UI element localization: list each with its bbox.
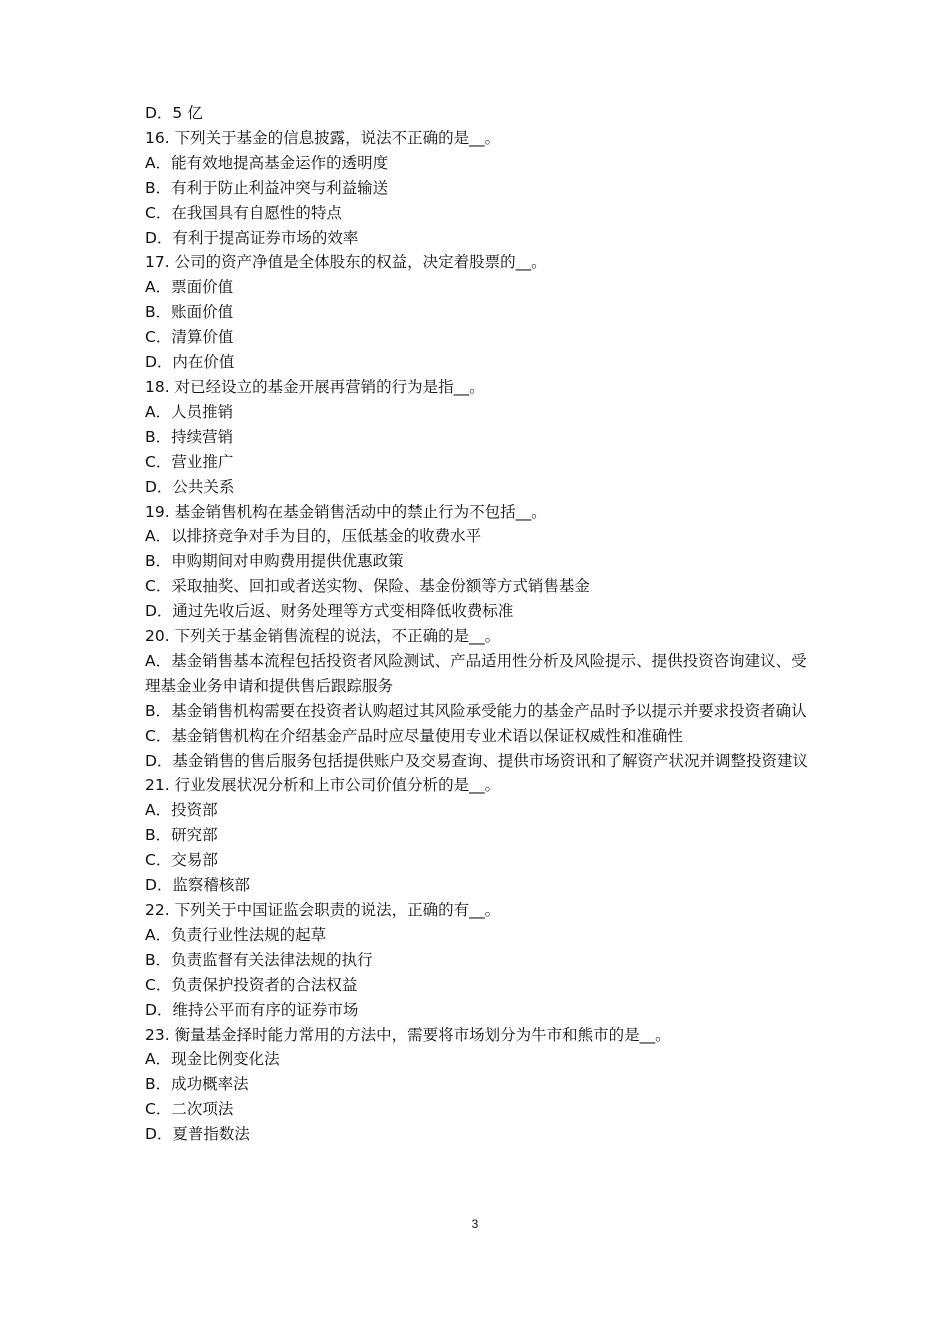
option-line: D．有利于提高证券市场的效率	[145, 228, 359, 247]
question-line: 23. 衡量基金择时能力常用的方法中，需要将市场划分为牛市和熊市的是__。	[145, 1025, 671, 1044]
option-line: D．维持公平而有序的证券市场	[145, 1000, 359, 1019]
option-line: A．人员推销	[145, 402, 234, 421]
option-line: C．采取抽奖、回扣或者送实物、保险、基金份额等方式销售基金	[145, 577, 590, 596]
question-line: 22. 下列关于中国证监会职责的说法，正确的有__。	[145, 901, 501, 919]
question-line: 21. 行业发展状况分析和上市公司价值分析的是__。	[145, 776, 501, 795]
option-line: C．营业推广	[145, 452, 234, 471]
option-line: A．基金销售基本流程包括投资者风险测试、产品适用性分析及风险提示、提供投资咨询建议、受理基金业务申请和提供售后跟踪服务	[145, 651, 807, 695]
document-body	[145, 101, 815, 1147]
question-line: 18. 对已经设立的基金开展再营销的行为是指__。	[145, 377, 485, 396]
option-line: B．申购期间对申购费用提供优惠政策	[145, 552, 404, 571]
option-line: C．交易部	[145, 851, 218, 870]
option-line: C．二次项法	[145, 1100, 234, 1119]
option-line: B．账面价值	[145, 303, 234, 322]
option-line: A．投资部	[145, 801, 218, 820]
option-line: D．基金销售的售后服务包括提供账户及交易查询、提供市场资讯和了解资产状况并调整投资建议	[145, 751, 808, 770]
option-line: C．清算价值	[145, 328, 234, 347]
option-line: D．公共关系	[145, 477, 235, 496]
option-line: D．监察稽核部	[145, 876, 250, 895]
option-line: A．以排挤竞争对手为目的，压低基金的收费水平	[145, 527, 482, 546]
option-line: B．研究部	[145, 826, 218, 845]
page-number: 3	[471, 1217, 479, 1231]
option-line: A．现金比例变化法	[145, 1050, 280, 1069]
question-line: 19. 基金销售机构在基金销售活动中的禁止行为不包括__。	[145, 502, 547, 521]
option-line: B．基金销售机构需要在投资者认购超过其风险承受能力的基金产品时予以提示并要求投资者确认	[145, 701, 807, 720]
option-line: D．内在价值	[145, 353, 235, 372]
question-line: 16. 下列关于基金的信息披露，说法不正确的是__。	[145, 128, 501, 147]
option-line: A．负责行业性法规的起草	[145, 925, 327, 944]
option-line: C．基金销售机构在介绍基金产品时应尽量使用专业术语以保证权威性和准确性	[145, 726, 683, 745]
option-line: B．成功概率法	[145, 1075, 249, 1094]
option-line: B．持续营销	[145, 427, 234, 446]
option-line: D．通过先收后返、财务处理等方式变相降低收费标准	[145, 602, 514, 621]
option-line: D．夏普指数法	[145, 1125, 250, 1144]
question-line: 20. 下列关于基金销售流程的说法，不正确的是__。	[145, 627, 501, 646]
question-line: 17. 公司的资产净值是全体股东的权益，决定着股票的__。	[145, 253, 547, 272]
option-line: D．5 亿	[145, 104, 203, 122]
option-line: B．负责监督有关法律法规的执行	[145, 950, 373, 969]
option-line: A．票面价值	[145, 278, 234, 297]
option-line: B．有利于防止利益冲突与利益输送	[145, 178, 389, 197]
option-line: A．能有效地提高基金运作的透明度	[145, 153, 389, 172]
option-line: C．负责保护投资者的合法权益	[145, 975, 358, 994]
option-line: C．在我国具有自愿性的特点	[145, 203, 342, 222]
